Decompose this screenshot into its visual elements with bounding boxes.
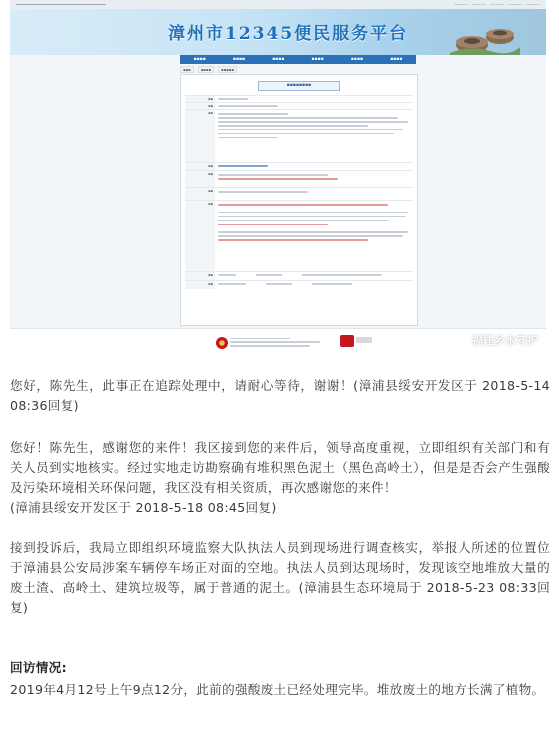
watermark (454, 332, 538, 348)
screenshot-detail-panel: ▪▪▪▪▪▪▪▪ ▪▪ ▪▪ ▪▪ ▪▪ ▪▪ ▪▪ ▪▪ ▪▪ ▪▪ (180, 74, 418, 326)
watermark-text: 福建乡水守护 (472, 334, 538, 347)
reply-paragraph-3: 接到投诉后，我局立即组织环境监察大队执法人员到现场进行调查核实，举报人所述的位置位于漳浦县公安局涉案车辆停车场正对面的空地。执法人员到达现场时，发现该空地堆放大量的废土渣、高岭土、建筑垃圾等，属于普通的泥土。(漳浦县生态环境局于 2018-5-23 08:33回复) (10, 540, 550, 615)
screenshot-topbar (10, 0, 546, 9)
screenshot-breadcrumb: ▪▪▪ ▪▪▪▪ ▪▪▪▪▪ (180, 66, 416, 72)
police-emblem-icon (216, 337, 228, 349)
screenshot-banner (10, 9, 546, 55)
screenshot-nav: ▪▪▪▪ ▪▪▪▪ ▪▪▪▪ ▪▪▪▪ ▪▪▪▪ ▪▪▪▪ (180, 55, 416, 64)
site-title: 漳州市12345便民服务平台 (168, 24, 409, 44)
reply-paragraph-2-signature: (漳浦县绥安开发区于 2018-5-18 08:45回复) (10, 500, 277, 515)
followup-heading: 回访情况: (10, 660, 67, 675)
tulou-illustration (450, 15, 520, 55)
followup-text: 2019年4月12号上午9点12分，此前的强酸废土已经处理完毕。堆放废土的地方长满了植物。 (10, 682, 545, 697)
wechat-icon (454, 334, 468, 346)
reply-paragraph-2: 您好！陈先生，感谢您的来件！我区接到您的来件后，领导高度重视，立即组织有关部门和有关人员到实地核实。经过实地走访勘察确有堆积黑色泥土（黑色高岭土），但是是否会产生强酸及污染环境相关环保问题，我区没有相关资质，再次感谢您的来件！ (10, 440, 550, 495)
reply-paragraph-1: 您好，陈先生，此事正在追踪处理中，请耐心等待，谢谢！(漳浦县绥安开发区于 2018-5-14 08:36回复) (10, 378, 550, 413)
gov-badge-icon (340, 335, 354, 347)
embedded-screenshot (10, 0, 546, 360)
gov-badge-label (356, 337, 372, 343)
panel-title-box: ▪▪▪▪▪▪▪▪ (258, 81, 340, 91)
